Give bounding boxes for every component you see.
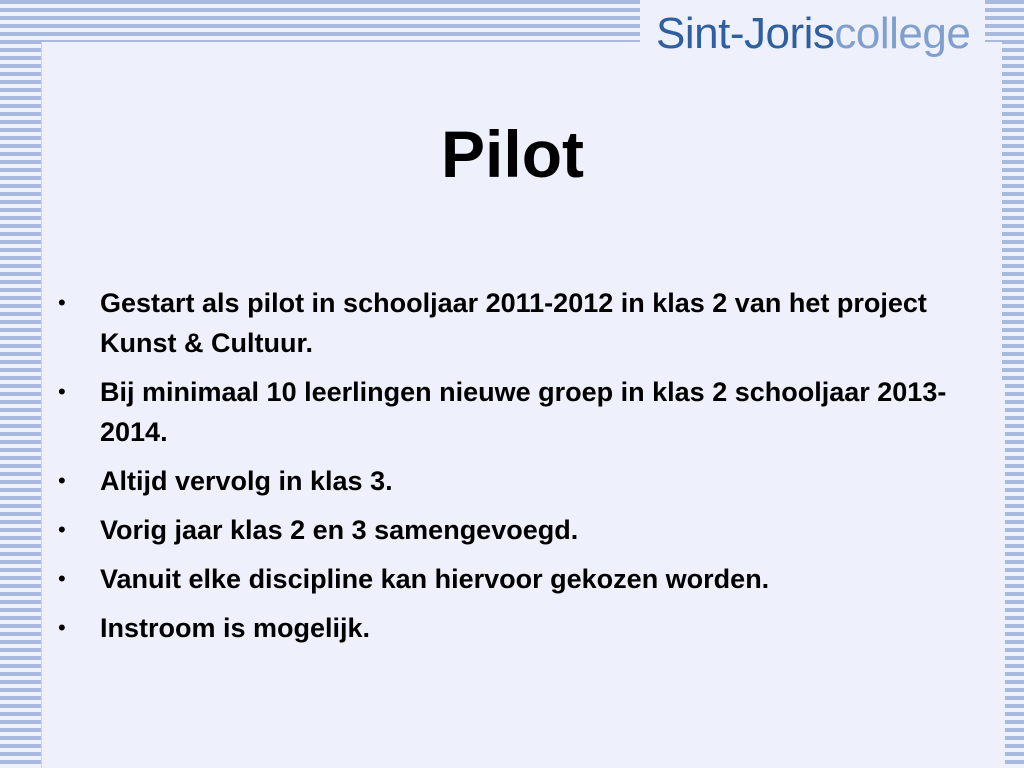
right-decor-block — [983, 383, 1005, 768]
bullet-text: Vanuit elke discipline kan hiervoor gekozen worden. — [100, 564, 770, 594]
bullet-icon: • — [58, 566, 66, 591]
bullet-text: Altijd vervolg in klas 3. — [100, 466, 393, 496]
bullet-item — [58, 461, 958, 501]
bullet-item — [58, 559, 958, 599]
bullet-item — [58, 608, 958, 648]
bullet-text: Vorig jaar klas 2 en 3 samengevoegd. — [100, 515, 579, 545]
logo-text-sint-joris: Sint-Joris — [656, 9, 835, 58]
bullet-icon: • — [58, 468, 66, 493]
bullet-list — [58, 283, 958, 657]
bullet-icon: • — [58, 517, 66, 542]
bullet-icon: • — [58, 290, 66, 315]
bullet-icon: • — [58, 615, 66, 640]
school-logo — [656, 9, 971, 58]
bullet-text: Bij minimaal 10 leerlingen nieuwe groep in klas 2 schooljaar 2013-2014. — [100, 377, 947, 447]
bullet-icon: • — [58, 379, 66, 404]
logo-text-college: college — [834, 9, 971, 58]
bullet-text: Gestart als pilot in schooljaar 2011-2012 in klas 2 van het project Kunst & Cultuur. — [100, 288, 927, 358]
bullet-item — [58, 510, 958, 550]
slide-title: Pilot — [441, 117, 584, 191]
bullet-item — [58, 283, 958, 363]
bullet-text: Instroom is mogelijk. — [100, 613, 371, 643]
bullet-item — [58, 372, 958, 452]
